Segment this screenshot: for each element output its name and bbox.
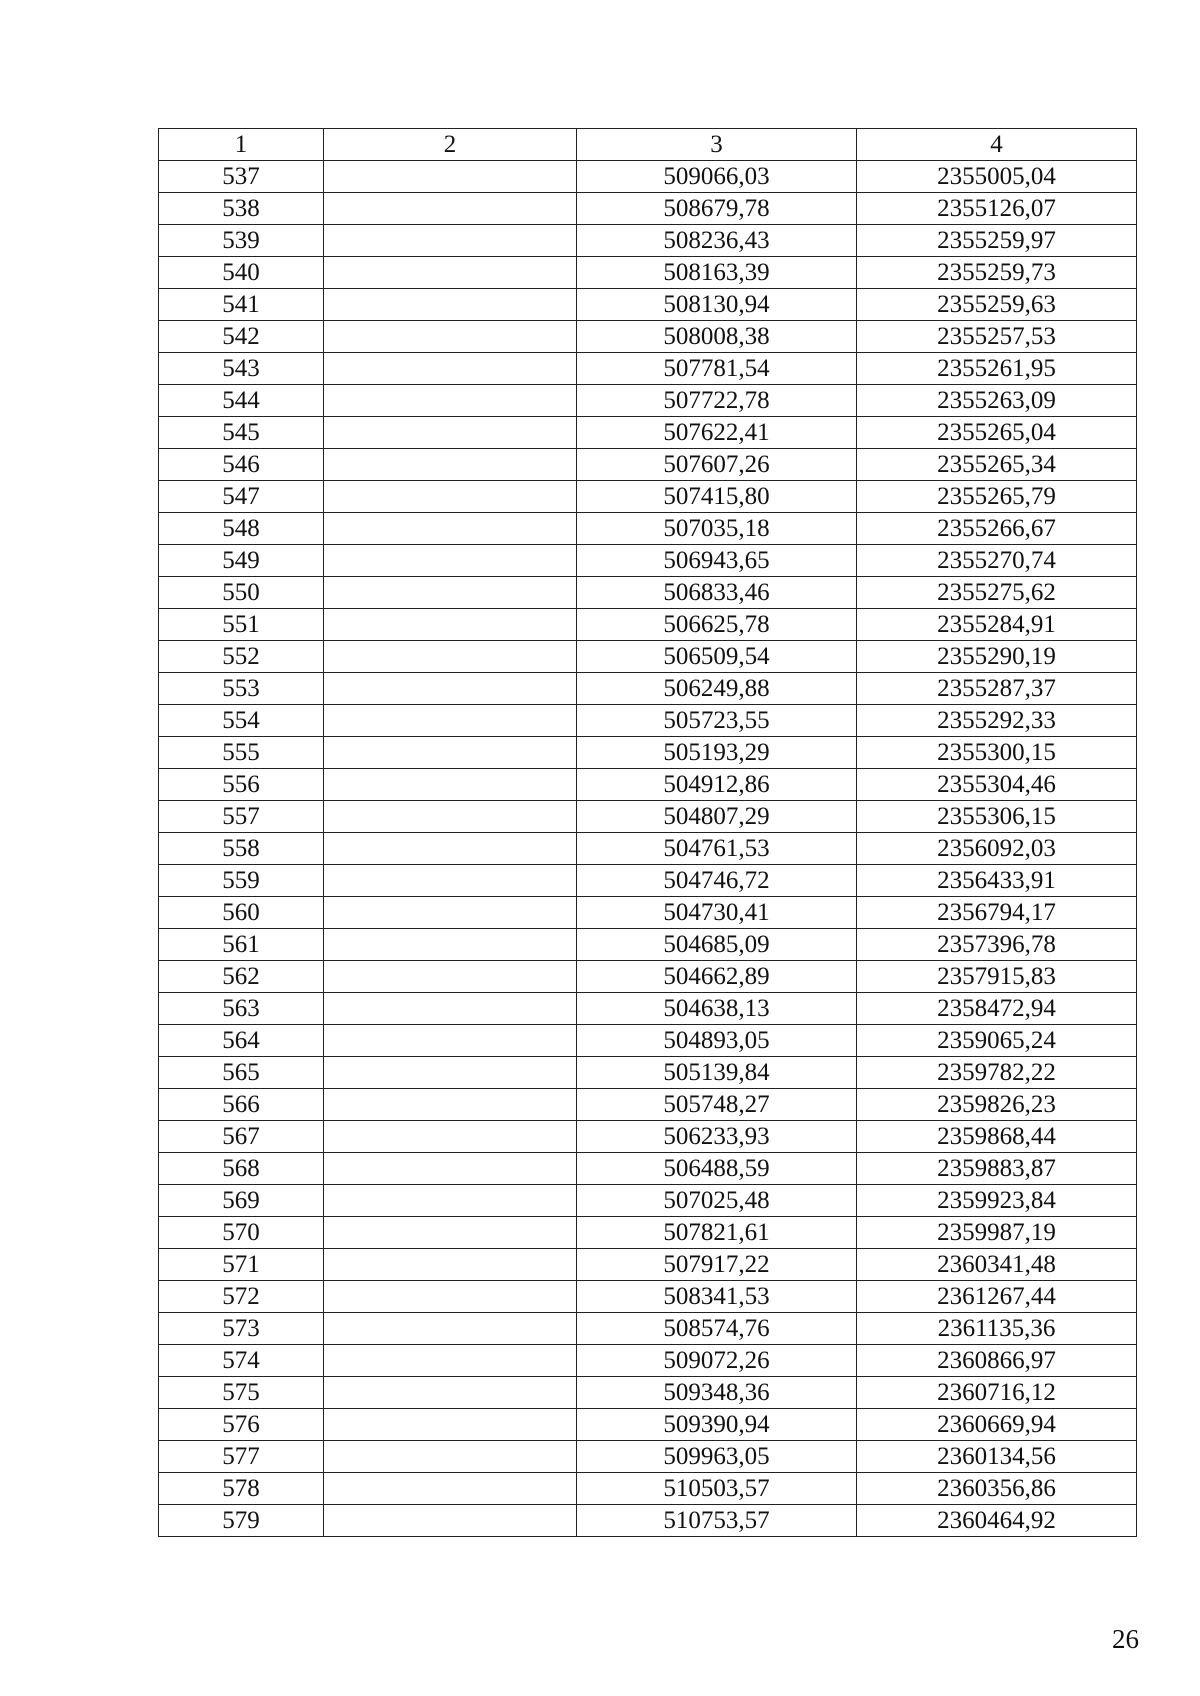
point-number-cell: 564 [159, 1025, 324, 1057]
table-row [159, 1249, 1137, 1281]
x-coordinate-cell: 509066,03 [577, 161, 857, 193]
point-number-cell: 550 [159, 577, 324, 609]
empty-cell [324, 961, 577, 993]
x-coordinate-cell: 504761,53 [577, 833, 857, 865]
empty-cell [324, 1409, 577, 1441]
empty-cell [324, 545, 577, 577]
column-header-4: 4 [857, 129, 1137, 161]
x-coordinate-cell: 504912,86 [577, 769, 857, 801]
y-coordinate-cell: 2355126,07 [857, 193, 1137, 225]
point-number-cell: 574 [159, 1345, 324, 1377]
point-number-cell: 543 [159, 353, 324, 385]
table-row [159, 801, 1137, 833]
table-row [159, 545, 1137, 577]
y-coordinate-cell: 2356794,17 [857, 897, 1137, 929]
table-body [159, 161, 1137, 1537]
point-number-cell: 542 [159, 321, 324, 353]
point-number-cell: 572 [159, 1281, 324, 1313]
x-coordinate-cell: 507622,41 [577, 417, 857, 449]
x-coordinate-cell: 507607,26 [577, 449, 857, 481]
table-row [159, 1441, 1137, 1473]
point-number-cell: 576 [159, 1409, 324, 1441]
point-number-cell: 558 [159, 833, 324, 865]
table-row [159, 1345, 1137, 1377]
y-coordinate-cell: 2360341,48 [857, 1249, 1137, 1281]
table-row [159, 1153, 1137, 1185]
table-row [159, 321, 1137, 353]
empty-cell [324, 705, 577, 737]
empty-cell [324, 1281, 577, 1313]
y-coordinate-cell: 2355265,04 [857, 417, 1137, 449]
table-row [159, 161, 1137, 193]
point-number-cell: 575 [159, 1377, 324, 1409]
y-coordinate-cell: 2355265,34 [857, 449, 1137, 481]
x-coordinate-cell: 504638,13 [577, 993, 857, 1025]
table-row [159, 513, 1137, 545]
point-number-cell: 571 [159, 1249, 324, 1281]
x-coordinate-cell: 507917,22 [577, 1249, 857, 1281]
point-number-cell: 541 [159, 289, 324, 321]
x-coordinate-cell: 507415,80 [577, 481, 857, 513]
point-number-cell: 540 [159, 257, 324, 289]
y-coordinate-cell: 2355284,91 [857, 609, 1137, 641]
empty-cell [324, 257, 577, 289]
table-row [159, 865, 1137, 897]
y-coordinate-cell: 2359883,87 [857, 1153, 1137, 1185]
point-number-cell: 567 [159, 1121, 324, 1153]
y-coordinate-cell: 2357396,78 [857, 929, 1137, 961]
point-number-cell: 553 [159, 673, 324, 705]
point-number-cell: 579 [159, 1505, 324, 1537]
x-coordinate-cell: 506509,54 [577, 641, 857, 673]
y-coordinate-cell: 2360464,92 [857, 1505, 1137, 1537]
empty-cell [324, 1345, 577, 1377]
x-coordinate-cell: 510753,57 [577, 1505, 857, 1537]
table-row [159, 481, 1137, 513]
y-coordinate-cell: 2359987,19 [857, 1217, 1137, 1249]
table-row [159, 225, 1137, 257]
table-row [159, 1377, 1137, 1409]
y-coordinate-cell: 2360134,56 [857, 1441, 1137, 1473]
point-number-cell: 568 [159, 1153, 324, 1185]
y-coordinate-cell: 2355300,15 [857, 737, 1137, 769]
x-coordinate-cell: 504807,29 [577, 801, 857, 833]
empty-cell [324, 289, 577, 321]
point-number-cell: 561 [159, 929, 324, 961]
point-number-cell: 557 [159, 801, 324, 833]
y-coordinate-cell: 2355259,97 [857, 225, 1137, 257]
table-row [159, 257, 1137, 289]
x-coordinate-cell: 507821,61 [577, 1217, 857, 1249]
page-number: 26 [1112, 1624, 1139, 1654]
point-number-cell: 573 [159, 1313, 324, 1345]
column-header-2: 2 [324, 129, 577, 161]
table-row [159, 1025, 1137, 1057]
y-coordinate-cell: 2355263,09 [857, 385, 1137, 417]
empty-cell [324, 481, 577, 513]
point-number-cell: 547 [159, 481, 324, 513]
x-coordinate-cell: 506488,59 [577, 1153, 857, 1185]
empty-cell [324, 865, 577, 897]
x-coordinate-cell: 508008,38 [577, 321, 857, 353]
empty-cell [324, 1505, 577, 1537]
point-number-cell: 569 [159, 1185, 324, 1217]
x-coordinate-cell: 504746,72 [577, 865, 857, 897]
y-coordinate-cell: 2355275,62 [857, 577, 1137, 609]
empty-cell [324, 1249, 577, 1281]
column-header-3: 3 [577, 129, 857, 161]
table-row [159, 1185, 1137, 1217]
x-coordinate-cell: 506233,93 [577, 1121, 857, 1153]
table-row [159, 1057, 1137, 1089]
empty-cell [324, 801, 577, 833]
point-number-cell: 552 [159, 641, 324, 673]
x-coordinate-cell: 504893,05 [577, 1025, 857, 1057]
empty-cell [324, 641, 577, 673]
empty-cell [324, 321, 577, 353]
x-coordinate-cell: 507035,18 [577, 513, 857, 545]
y-coordinate-cell: 2355287,37 [857, 673, 1137, 705]
x-coordinate-cell: 508679,78 [577, 193, 857, 225]
point-number-cell: 545 [159, 417, 324, 449]
table-row [159, 1409, 1137, 1441]
point-number-cell: 555 [159, 737, 324, 769]
x-coordinate-cell: 507025,48 [577, 1185, 857, 1217]
y-coordinate-cell: 2358472,94 [857, 993, 1137, 1025]
empty-cell [324, 1377, 577, 1409]
x-coordinate-cell: 509348,36 [577, 1377, 857, 1409]
y-coordinate-cell: 2360356,86 [857, 1473, 1137, 1505]
empty-cell [324, 1153, 577, 1185]
empty-cell [324, 577, 577, 609]
point-number-cell: 578 [159, 1473, 324, 1505]
table-row [159, 1089, 1137, 1121]
empty-cell [324, 833, 577, 865]
point-number-cell: 577 [159, 1441, 324, 1473]
x-coordinate-cell: 508574,76 [577, 1313, 857, 1345]
table-row [159, 1313, 1137, 1345]
y-coordinate-cell: 2355304,46 [857, 769, 1137, 801]
column-header-1: 1 [159, 129, 324, 161]
y-coordinate-cell: 2359065,24 [857, 1025, 1137, 1057]
x-coordinate-cell: 509072,26 [577, 1345, 857, 1377]
table-row [159, 385, 1137, 417]
table-row [159, 705, 1137, 737]
y-coordinate-cell: 2355259,73 [857, 257, 1137, 289]
point-number-cell: 562 [159, 961, 324, 993]
empty-cell [324, 897, 577, 929]
x-coordinate-cell: 509963,05 [577, 1441, 857, 1473]
point-number-cell: 556 [159, 769, 324, 801]
empty-cell [324, 1057, 577, 1089]
y-coordinate-cell: 2360669,94 [857, 1409, 1137, 1441]
table-row [159, 897, 1137, 929]
empty-cell [324, 1313, 577, 1345]
table-row [159, 1473, 1137, 1505]
y-coordinate-cell: 2355005,04 [857, 161, 1137, 193]
point-number-cell: 548 [159, 513, 324, 545]
empty-cell [324, 1217, 577, 1249]
empty-cell [324, 609, 577, 641]
table-row [159, 1505, 1137, 1537]
y-coordinate-cell: 2359782,22 [857, 1057, 1137, 1089]
empty-cell [324, 353, 577, 385]
x-coordinate-cell: 506833,46 [577, 577, 857, 609]
table-row [159, 929, 1137, 961]
y-coordinate-cell: 2355270,74 [857, 545, 1137, 577]
y-coordinate-cell: 2360716,12 [857, 1377, 1137, 1409]
table-row [159, 1281, 1137, 1313]
empty-cell [324, 161, 577, 193]
y-coordinate-cell: 2361135,36 [857, 1313, 1137, 1345]
empty-cell [324, 1473, 577, 1505]
y-coordinate-cell: 2355261,95 [857, 353, 1137, 385]
table-row [159, 289, 1137, 321]
y-coordinate-cell: 2355292,33 [857, 705, 1137, 737]
table-row [159, 961, 1137, 993]
empty-cell [324, 193, 577, 225]
y-coordinate-cell: 2357915,83 [857, 961, 1137, 993]
x-coordinate-cell: 505193,29 [577, 737, 857, 769]
y-coordinate-cell: 2360866,97 [857, 1345, 1137, 1377]
x-coordinate-cell: 506943,65 [577, 545, 857, 577]
empty-cell [324, 1025, 577, 1057]
table-row [159, 577, 1137, 609]
x-coordinate-cell: 505748,27 [577, 1089, 857, 1121]
table-row [159, 993, 1137, 1025]
empty-cell [324, 1089, 577, 1121]
table-header-row [159, 129, 1137, 161]
x-coordinate-cell: 504685,09 [577, 929, 857, 961]
table-row [159, 641, 1137, 673]
table-row [159, 353, 1137, 385]
point-number-cell: 546 [159, 449, 324, 481]
table-row [159, 193, 1137, 225]
empty-cell [324, 993, 577, 1025]
table-row [159, 673, 1137, 705]
table-row [159, 737, 1137, 769]
point-number-cell: 560 [159, 897, 324, 929]
coordinates-table [158, 128, 1137, 1537]
point-number-cell: 570 [159, 1217, 324, 1249]
y-coordinate-cell: 2355306,15 [857, 801, 1137, 833]
point-number-cell: 563 [159, 993, 324, 1025]
empty-cell [324, 769, 577, 801]
y-coordinate-cell: 2359923,84 [857, 1185, 1137, 1217]
x-coordinate-cell: 507722,78 [577, 385, 857, 417]
empty-cell [324, 449, 577, 481]
table-row [159, 1217, 1137, 1249]
empty-cell [324, 225, 577, 257]
point-number-cell: 544 [159, 385, 324, 417]
point-number-cell: 551 [159, 609, 324, 641]
y-coordinate-cell: 2355290,19 [857, 641, 1137, 673]
empty-cell [324, 1121, 577, 1153]
table-row [159, 1121, 1137, 1153]
y-coordinate-cell: 2359868,44 [857, 1121, 1137, 1153]
point-number-cell: 565 [159, 1057, 324, 1089]
table-row [159, 833, 1137, 865]
empty-cell [324, 737, 577, 769]
x-coordinate-cell: 504662,89 [577, 961, 857, 993]
empty-cell [324, 417, 577, 449]
point-number-cell: 539 [159, 225, 324, 257]
x-coordinate-cell: 510503,57 [577, 1473, 857, 1505]
point-number-cell: 549 [159, 545, 324, 577]
y-coordinate-cell: 2355259,63 [857, 289, 1137, 321]
empty-cell [324, 673, 577, 705]
x-coordinate-cell: 506625,78 [577, 609, 857, 641]
empty-cell [324, 513, 577, 545]
x-coordinate-cell: 508163,39 [577, 257, 857, 289]
y-coordinate-cell: 2355266,67 [857, 513, 1137, 545]
x-coordinate-cell: 508130,94 [577, 289, 857, 321]
table-row [159, 769, 1137, 801]
y-coordinate-cell: 2356433,91 [857, 865, 1137, 897]
empty-cell [324, 1441, 577, 1473]
y-coordinate-cell: 2359826,23 [857, 1089, 1137, 1121]
empty-cell [324, 1185, 577, 1217]
table-row [159, 609, 1137, 641]
x-coordinate-cell: 508236,43 [577, 225, 857, 257]
y-coordinate-cell: 2355257,53 [857, 321, 1137, 353]
point-number-cell: 554 [159, 705, 324, 737]
x-coordinate-cell: 505723,55 [577, 705, 857, 737]
x-coordinate-cell: 506249,88 [577, 673, 857, 705]
y-coordinate-cell: 2356092,03 [857, 833, 1137, 865]
x-coordinate-cell: 507781,54 [577, 353, 857, 385]
table-row [159, 417, 1137, 449]
point-number-cell: 566 [159, 1089, 324, 1121]
x-coordinate-cell: 508341,53 [577, 1281, 857, 1313]
point-number-cell: 559 [159, 865, 324, 897]
point-number-cell: 538 [159, 193, 324, 225]
empty-cell [324, 929, 577, 961]
x-coordinate-cell: 504730,41 [577, 897, 857, 929]
y-coordinate-cell: 2361267,44 [857, 1281, 1137, 1313]
x-coordinate-cell: 505139,84 [577, 1057, 857, 1089]
point-number-cell: 537 [159, 161, 324, 193]
y-coordinate-cell: 2355265,79 [857, 481, 1137, 513]
empty-cell [324, 385, 577, 417]
x-coordinate-cell: 509390,94 [577, 1409, 857, 1441]
table-row [159, 449, 1137, 481]
